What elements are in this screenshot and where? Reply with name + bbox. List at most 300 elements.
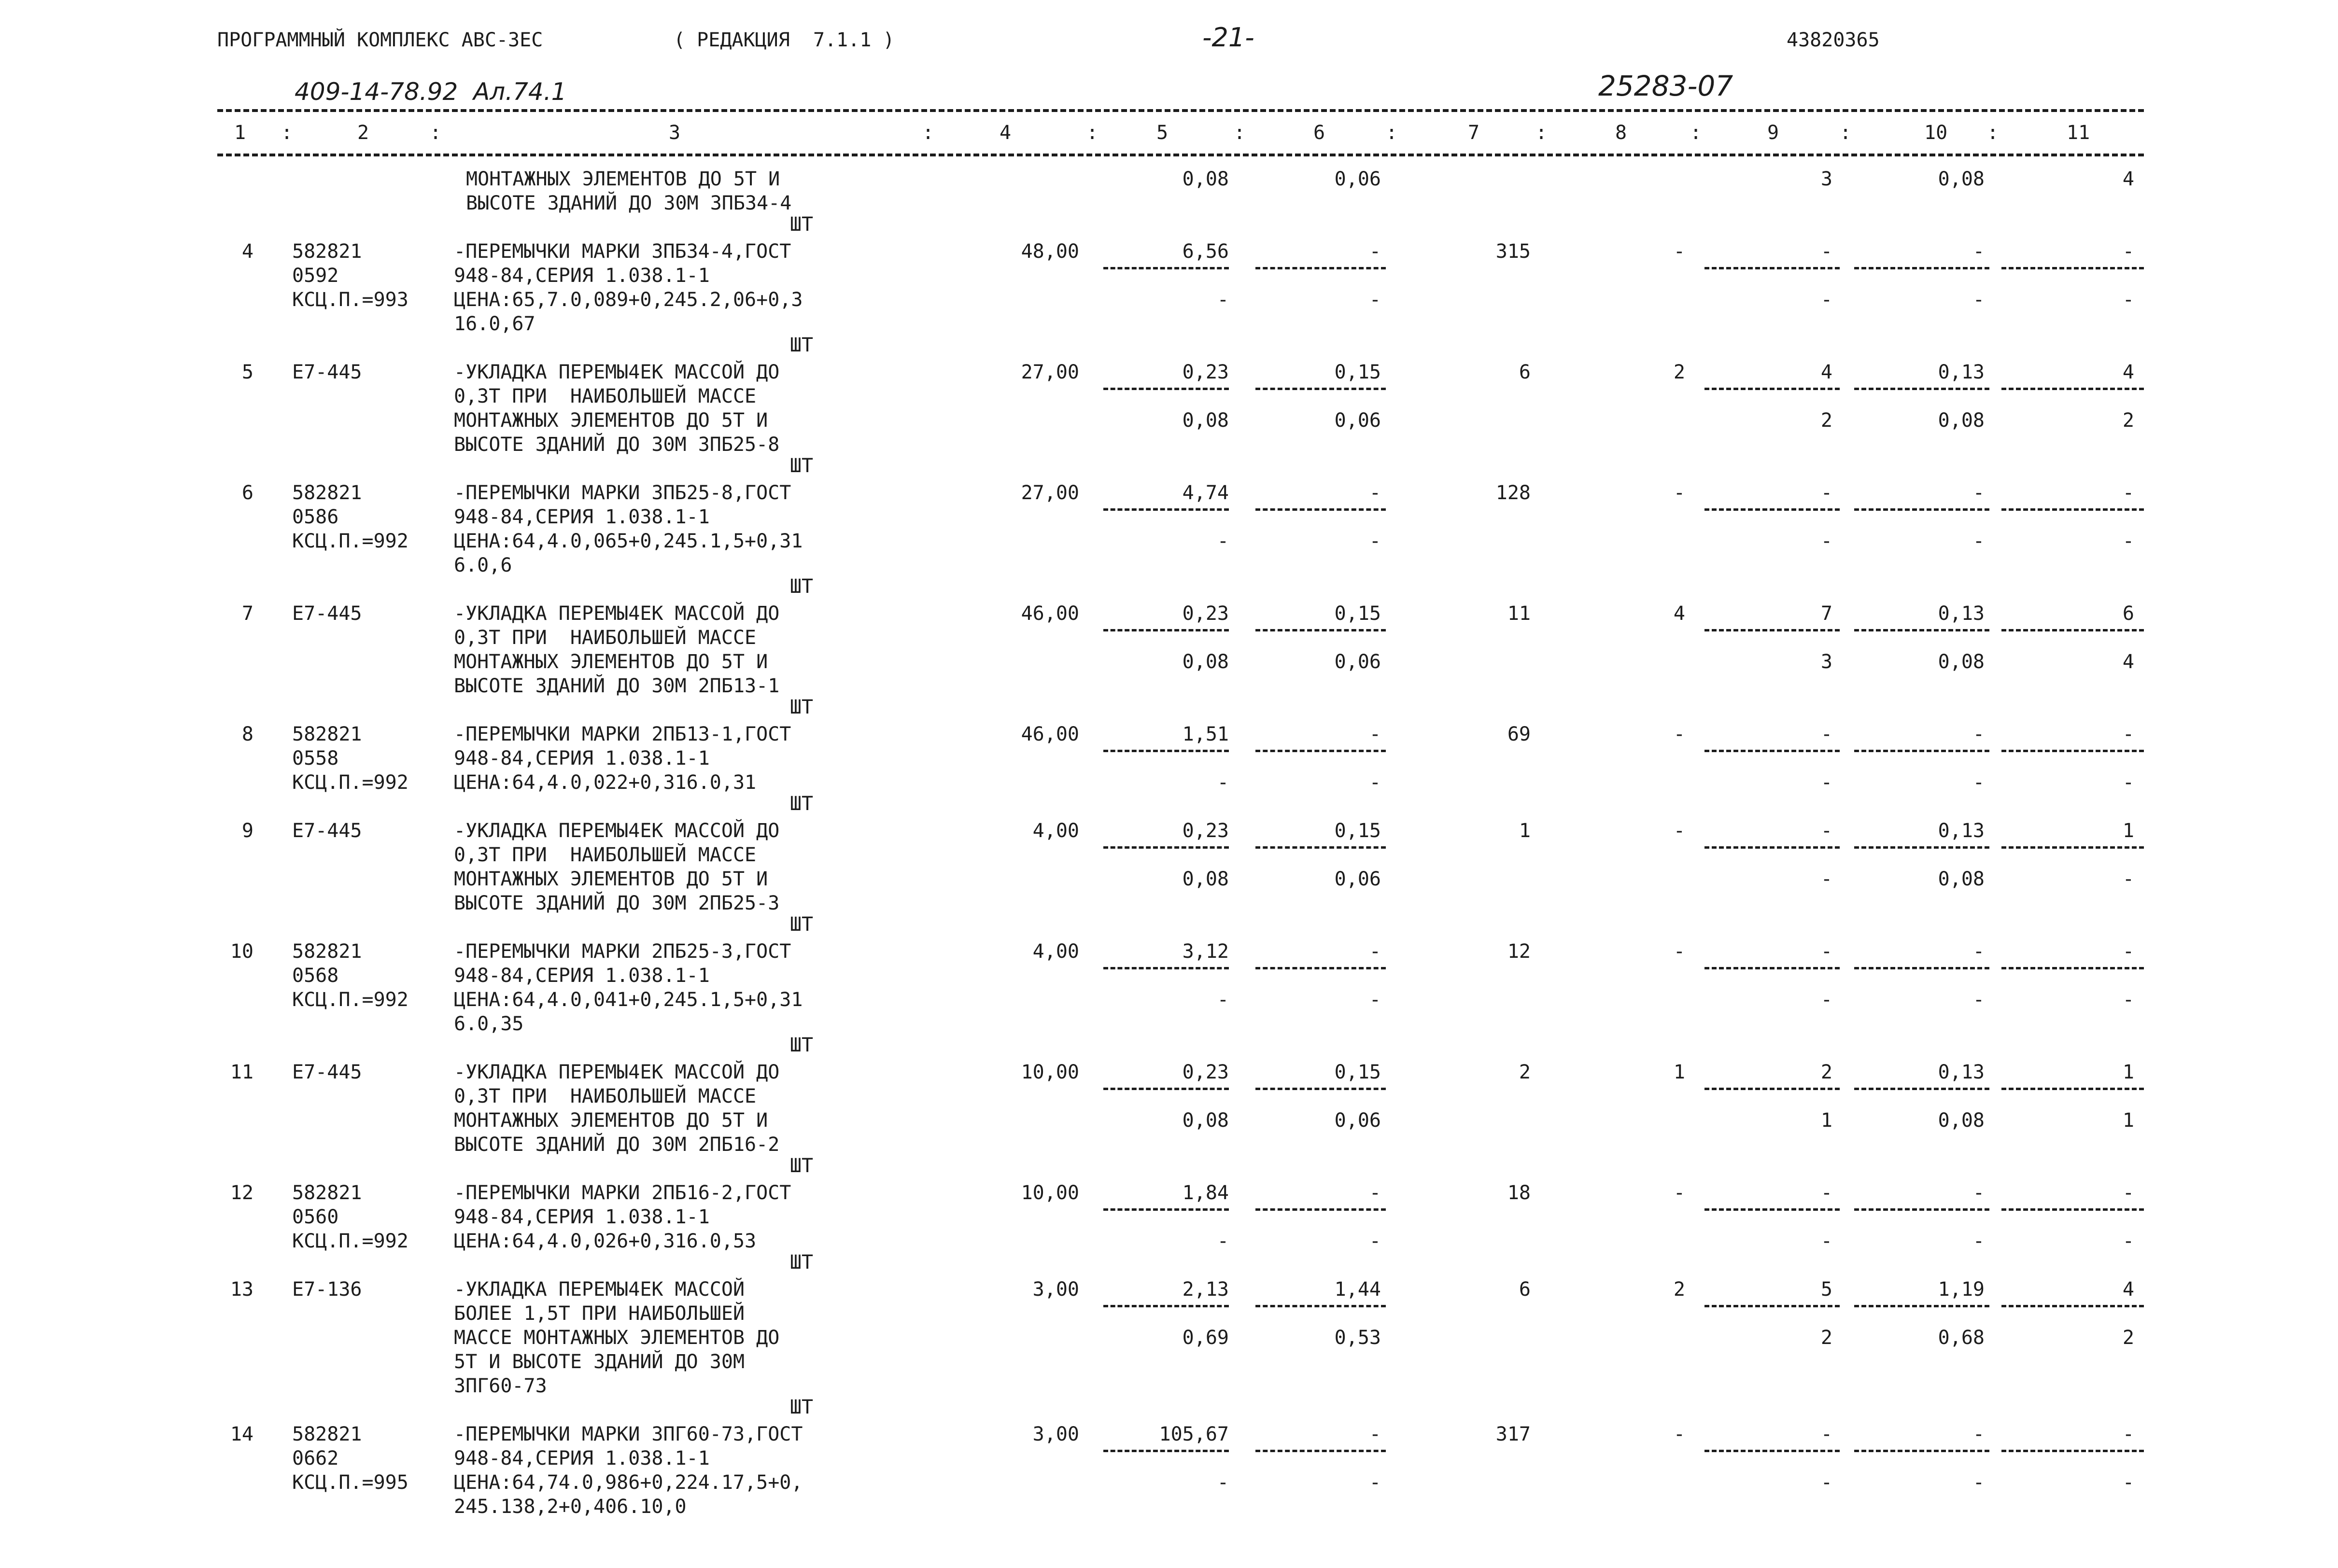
row-col7: 69 [1507, 723, 1531, 745]
row-c5-bottom: 0,69 [1182, 1327, 1229, 1349]
row-c10-bottom: 0,08 [1938, 868, 1985, 890]
fraction-rule [1704, 267, 1840, 269]
fraction-rule [1854, 1450, 1989, 1452]
row-desc-line: -ПЕРЕМЫЧКИ МАРКИ 2ПБ25-3,ГОСТ [454, 940, 791, 963]
row-c5-bottom: 0,08 [1182, 651, 1229, 673]
row-quantity: 10,00 [1021, 1061, 1079, 1083]
row-code-line: 0558 [292, 747, 339, 770]
header-rule-top [217, 109, 2144, 112]
fraction-rule [2001, 967, 2144, 969]
continuation-col11: 4 [2122, 168, 2134, 190]
row-desc-line: -УКЛАДКА ПЕРЕМЫ4ЕК МАССОЙ ДО [454, 1061, 780, 1083]
row-desc-line: 0,3Т ПРИ НАИБОЛЬШЕЙ МАССЕ [454, 844, 757, 866]
row-c5-top: 4,74 [1182, 482, 1229, 504]
row-code-line: 582821 [292, 1182, 362, 1204]
row-c11-bottom: 2 [2122, 1327, 2134, 1349]
row-c11-top: 6 [2122, 602, 2134, 625]
column-separator: : [1840, 122, 1852, 144]
row-c9-top: 4 [1820, 361, 1832, 383]
row-c5-top: 0,23 [1182, 361, 1229, 383]
program-name: ПРОГРАММНЫЙ КОМПЛЕКС АВС-3ЕС [217, 29, 543, 51]
row-c11-top: - [2122, 1182, 2134, 1204]
fraction-rule [1255, 388, 1386, 390]
row-c6-bottom: 0,06 [1334, 409, 1381, 432]
row-desc-line: 0,3Т ПРИ НАИБОЛЬШЕЙ МАССЕ [454, 627, 757, 649]
row-number: 13 [230, 1278, 254, 1301]
fraction-rule [1103, 1088, 1229, 1090]
column-separator: : [922, 122, 934, 144]
column-header-11: 11 [2067, 122, 2090, 144]
row-c11-top: - [2122, 940, 2134, 963]
row-col8: - [1673, 940, 1685, 963]
row-c10-top: - [1972, 1423, 1985, 1445]
row-c11-bottom: 4 [2122, 651, 2134, 673]
fraction-rule [2001, 388, 2144, 390]
row-col7: 12 [1507, 940, 1531, 963]
row-number: 14 [230, 1423, 254, 1445]
row-code-line: Е7-445 [292, 1061, 362, 1083]
row-c5-bottom: - [1217, 989, 1229, 1011]
row-c5-bottom: - [1217, 289, 1229, 311]
row-c11-top: 4 [2122, 361, 2134, 383]
page-number: -21- [1202, 22, 1254, 53]
row-code-line: КСЦ.П.=992 [292, 530, 408, 552]
continuation-col10: 0,08 [1938, 168, 1985, 190]
row-c9-bottom: - [1820, 771, 1832, 794]
unit-label: ШТ [789, 1155, 814, 1177]
column-header-3: 3 [669, 122, 681, 144]
fraction-rule [2001, 508, 2144, 511]
row-c5-top: 2,13 [1182, 1278, 1229, 1301]
row-desc-line: 5Т И ВЫСОТЕ ЗДАНИЙ ДО 30М [454, 1351, 745, 1373]
fraction-rule [1255, 508, 1386, 511]
unit-label: ШТ [789, 455, 814, 477]
row-col7: 6 [1519, 361, 1531, 383]
row-c6-top: - [1369, 1182, 1381, 1204]
row-c9-bottom: - [1820, 1230, 1832, 1252]
row-c11-bottom: - [2122, 530, 2134, 552]
row-code-line: 582821 [292, 482, 362, 504]
row-c9-top: - [1820, 240, 1832, 263]
row-c5-top: 0,23 [1182, 1061, 1229, 1083]
row-c10-bottom: 0,08 [1938, 651, 1985, 673]
row-col7: 18 [1507, 1182, 1531, 1204]
row-c5-top: 1,51 [1182, 723, 1229, 745]
row-c10-top: - [1972, 482, 1985, 504]
row-desc-line: 0,3Т ПРИ НАИБОЛЬШЕЙ МАССЕ [454, 1085, 757, 1107]
row-c11-bottom: 1 [2122, 1109, 2134, 1132]
row-c11-bottom: - [2122, 1230, 2134, 1252]
row-c6-bottom: - [1369, 1471, 1381, 1494]
row-col8: 2 [1673, 1278, 1685, 1301]
row-code-line: 0568 [292, 965, 339, 987]
fraction-rule [2001, 750, 2144, 752]
fraction-rule [1704, 846, 1840, 849]
row-col7: 315 [1495, 240, 1531, 263]
row-c10-bottom: - [1972, 289, 1985, 311]
row-desc-line: -УКЛАДКА ПЕРЕМЫ4ЕК МАССОЙ [454, 1278, 745, 1301]
row-code-line: 582821 [292, 240, 362, 263]
row-code-line: Е7-445 [292, 361, 362, 383]
fraction-rule [1103, 967, 1229, 969]
row-c9-bottom: - [1820, 289, 1832, 311]
row-c10-bottom: - [1972, 530, 1985, 552]
row-c11-bottom: - [2122, 289, 2134, 311]
row-c6-top: 1,44 [1334, 1278, 1381, 1301]
row-c11-top: 4 [2122, 1278, 2134, 1301]
edition-label: ( РЕДАКЦИЯ 7.1.1 ) [674, 29, 895, 51]
project-number: 409-14-78.92 Ал.74.1 [295, 78, 567, 106]
row-c5-top: 6,56 [1182, 240, 1229, 263]
row-desc-line: -ПЕРЕМЫЧКИ МАРКИ 3ПБ25-8,ГОСТ [454, 482, 791, 504]
row-code-line: Е7-445 [292, 820, 362, 842]
row-c6-top: 0,15 [1334, 602, 1381, 625]
row-c6-top: - [1369, 240, 1381, 263]
row-c6-bottom: - [1369, 289, 1381, 311]
row-c9-bottom: - [1820, 868, 1832, 890]
row-c10-bottom: - [1972, 989, 1985, 1011]
row-c11-top: - [2122, 482, 2134, 504]
row-number: 5 [241, 361, 254, 383]
column-separator: : [1086, 122, 1099, 144]
row-c10-bottom: 0,08 [1938, 409, 1985, 432]
row-c5-bottom: - [1217, 771, 1229, 794]
fraction-rule [1103, 629, 1229, 631]
column-separator: : [1690, 122, 1702, 144]
row-c6-top: 0,15 [1334, 1061, 1381, 1083]
row-c5-bottom: 0,08 [1182, 1109, 1229, 1132]
row-desc-line: МОНТАЖНЫХ ЭЛЕМЕНТОВ ДО 5Т И [454, 868, 768, 890]
fraction-rule [1854, 629, 1989, 631]
row-quantity: 46,00 [1021, 723, 1079, 745]
fraction-rule [2001, 1305, 2144, 1307]
fraction-rule [1704, 1088, 1840, 1090]
row-desc-line: МАССЕ МОНТАЖНЫХ ЭЛЕМЕНТОВ ДО [454, 1327, 780, 1349]
row-c6-bottom: - [1369, 989, 1381, 1011]
row-col7: 1 [1519, 820, 1531, 842]
row-c6-bottom: - [1369, 1230, 1381, 1252]
row-code-line: КСЦ.П.=992 [292, 771, 408, 794]
row-c5-top: 1,84 [1182, 1182, 1229, 1204]
row-desc-line: ЦЕНА:64,74.0,986+0,224.17,5+0, [454, 1471, 803, 1494]
row-desc-line: ВЫСОТЕ ЗДАНИЙ ДО 30М 2ПБ13-1 [454, 675, 780, 697]
row-col8: - [1673, 240, 1685, 263]
fraction-rule [1255, 629, 1386, 631]
row-c11-bottom: - [2122, 989, 2134, 1011]
row-code-line: 582821 [292, 1423, 362, 1445]
row-desc-line: ЦЕНА:64,4.0,022+0,316.0,31 [454, 771, 757, 794]
row-c11-bottom: - [2122, 1471, 2134, 1494]
row-c6-top: 0,15 [1334, 361, 1381, 383]
row-c5-bottom: - [1217, 1230, 1229, 1252]
row-desc-line: 16.0,67 [454, 313, 535, 335]
row-quantity: 3,00 [1032, 1278, 1079, 1301]
row-c9-bottom: 2 [1820, 409, 1832, 432]
row-c5-top: 0,23 [1182, 820, 1229, 842]
row-number: 12 [230, 1182, 254, 1204]
row-c10-bottom: - [1972, 1230, 1985, 1252]
fraction-rule [1854, 508, 1989, 511]
fraction-rule [1854, 1208, 1989, 1211]
row-c5-bottom: 0,08 [1182, 409, 1229, 432]
row-code-line: КСЦ.П.=992 [292, 989, 408, 1011]
row-desc-line: МОНТАЖНЫХ ЭЛЕМЕНТОВ ДО 5Т И [454, 409, 768, 432]
fraction-rule [1704, 1208, 1840, 1211]
row-c9-bottom: 1 [1820, 1109, 1832, 1132]
estimate-number: 25283-07 [1598, 70, 1733, 102]
continuation-col9: 3 [1820, 168, 1832, 190]
row-c11-top: 1 [2122, 820, 2134, 842]
row-c10-top: 0,13 [1938, 602, 1985, 625]
row-c6-bottom: 0,53 [1334, 1327, 1381, 1349]
fraction-rule [1854, 1305, 1989, 1307]
fraction-rule [2001, 629, 2144, 631]
row-code-line: КСЦ.П.=993 [292, 289, 408, 311]
row-c5-bottom: - [1217, 1471, 1229, 1494]
row-c10-top: 0,13 [1938, 820, 1985, 842]
column-header-8: 8 [1615, 122, 1627, 144]
row-col7: 317 [1495, 1423, 1531, 1445]
fraction-rule [1704, 1305, 1840, 1307]
row-c10-bottom: - [1972, 1471, 1985, 1494]
row-desc-line: -ПЕРЕМЫЧКИ МАРКИ 3ПБ34-4,ГОСТ [454, 240, 791, 263]
column-separator: : [1987, 122, 1999, 144]
row-c10-top: - [1972, 240, 1985, 263]
row-col8: - [1673, 820, 1685, 842]
row-desc-line: 948-84,СЕРИЯ 1.038.1-1 [454, 965, 710, 987]
row-c9-bottom: - [1820, 989, 1832, 1011]
row-c9-top: - [1820, 723, 1832, 745]
fraction-rule [2001, 1450, 2144, 1452]
fraction-rule [1103, 1208, 1229, 1211]
fraction-rule [1255, 1208, 1386, 1211]
continuation-desc-line: ВЫСОТЕ ЗДАНИЙ ДО 30М 3ПБ34-4 [466, 192, 792, 214]
row-desc-line: 948-84,СЕРИЯ 1.038.1-1 [454, 1447, 710, 1470]
row-desc-line: -УКЛАДКА ПЕРЕМЫ4ЕК МАССОЙ ДО [454, 820, 780, 842]
row-c11-top: 1 [2122, 1061, 2134, 1083]
row-code-line: 0586 [292, 506, 339, 528]
row-col8: - [1673, 482, 1685, 504]
row-c6-top: - [1369, 482, 1381, 504]
continuation-col6: 0,06 [1334, 168, 1381, 190]
row-code-line: Е7-136 [292, 1278, 362, 1301]
row-desc-line: -ПЕРЕМЫЧКИ МАРКИ 2ПБ16-2,ГОСТ [454, 1182, 791, 1204]
row-c9-bottom: 3 [1820, 651, 1832, 673]
row-c5-top: 0,23 [1182, 602, 1229, 625]
row-col8: - [1673, 1423, 1685, 1445]
row-c5-top: 3,12 [1182, 940, 1229, 963]
fraction-rule [1103, 1305, 1229, 1307]
row-desc-line: МОНТАЖНЫХ ЭЛЕМЕНТОВ ДО 5Т И [454, 651, 768, 673]
fraction-rule [1854, 967, 1989, 969]
row-c9-top: - [1820, 1423, 1832, 1445]
row-col8: - [1673, 723, 1685, 745]
row-quantity: 4,00 [1032, 820, 1079, 842]
row-c6-bottom: - [1369, 530, 1381, 552]
fraction-rule [2001, 1088, 2144, 1090]
column-separator: : [430, 122, 442, 144]
continuation-col5: 0,08 [1182, 168, 1229, 190]
column-header-4: 4 [1000, 122, 1012, 144]
row-c11-bottom: - [2122, 868, 2134, 890]
row-col7: 11 [1507, 602, 1531, 625]
row-desc-line: ВЫСОТЕ ЗДАНИЙ ДО 30М 2ПБ25-3 [454, 892, 780, 914]
fraction-rule [1103, 1450, 1229, 1452]
row-desc-line: ЦЕНА:64,4.0,026+0,316.0,53 [454, 1230, 757, 1252]
column-header-7: 7 [1468, 122, 1480, 144]
fraction-rule [1704, 750, 1840, 752]
fraction-rule [1255, 967, 1386, 969]
fraction-rule [1103, 508, 1229, 511]
unit-label: ШТ [789, 1251, 814, 1274]
row-number: 4 [241, 240, 254, 263]
row-c6-top: - [1369, 723, 1381, 745]
row-c5-bottom: 0,08 [1182, 868, 1229, 890]
row-col8: 4 [1673, 602, 1685, 625]
row-quantity: 48,00 [1021, 240, 1079, 263]
unit-label: ШТ [789, 1396, 814, 1418]
row-c9-top: - [1820, 1182, 1832, 1204]
row-desc-line: ВЫСОТЕ ЗДАНИЙ ДО 30М 3ПБ25-8 [454, 434, 780, 456]
row-c5-top: 105,67 [1159, 1423, 1229, 1445]
fraction-rule [1854, 388, 1989, 390]
row-col7: 128 [1495, 482, 1531, 504]
row-c10-top: - [1972, 940, 1985, 963]
unit-label: ШТ [789, 793, 814, 815]
fraction-rule [1255, 1088, 1386, 1090]
row-code-line: КСЦ.П.=992 [292, 1230, 408, 1252]
row-c10-bottom: 0,08 [1938, 1109, 1985, 1132]
unit-label: ШТ [789, 213, 814, 236]
column-header-2: 2 [357, 122, 369, 144]
row-c10-top: 1,19 [1938, 1278, 1985, 1301]
row-col7: 6 [1519, 1278, 1531, 1301]
row-c9-top: - [1820, 482, 1832, 504]
fraction-rule [1704, 967, 1840, 969]
row-desc-line: -ПЕРЕМЫЧКИ МАРКИ 2ПБ13-1,ГОСТ [454, 723, 791, 745]
row-c11-bottom: - [2122, 771, 2134, 794]
row-c11-top: - [2122, 1423, 2134, 1445]
row-c11-bottom: 2 [2122, 409, 2134, 432]
row-col8: 2 [1673, 361, 1685, 383]
row-desc-line: ЦЕНА:64,4.0,041+0,245.1,5+0,31 [454, 989, 803, 1011]
unit-label: ШТ [789, 913, 814, 936]
fraction-rule [1103, 267, 1229, 269]
row-c9-top: 5 [1820, 1278, 1832, 1301]
row-desc-line: ВЫСОТЕ ЗДАНИЙ ДО 30М 2ПБ16-2 [454, 1134, 780, 1156]
row-desc-line: -УКЛАДКА ПЕРЕМЫ4ЕК МАССОЙ ДО [454, 361, 780, 383]
row-c10-top: 0,13 [1938, 1061, 1985, 1083]
row-c9-top: - [1820, 940, 1832, 963]
fraction-rule [1103, 750, 1229, 752]
column-separator: : [1535, 122, 1548, 144]
row-c9-top: - [1820, 820, 1832, 842]
row-code-line: Е7-445 [292, 602, 362, 625]
document-code: 43820365 [1787, 29, 1880, 51]
unit-label: ШТ [789, 334, 814, 356]
row-c6-bottom: 0,06 [1334, 651, 1381, 673]
row-desc-line: 6.0,35 [454, 1013, 524, 1035]
column-header-10: 10 [1924, 122, 1948, 144]
row-desc-line: 948-84,СЕРИЯ 1.038.1-1 [454, 747, 710, 770]
fraction-rule [1704, 629, 1840, 631]
row-desc-line: 948-84,СЕРИЯ 1.038.1-1 [454, 1206, 710, 1228]
row-desc-line: ЦЕНА:65,7.0,089+0,245.2,06+0,3 [454, 289, 803, 311]
row-desc-line: 948-84,СЕРИЯ 1.038.1-1 [454, 506, 710, 528]
row-code-line: 582821 [292, 940, 362, 963]
row-number: 10 [230, 940, 254, 963]
row-desc-line: ЦЕНА:64,4.0,065+0,245.1,5+0,31 [454, 530, 803, 552]
row-desc-line: 3ПГ60-73 [454, 1375, 547, 1397]
row-desc-line: -УКЛАДКА ПЕРЕМЫ4ЕК МАССОЙ ДО [454, 602, 780, 625]
row-c11-top: - [2122, 723, 2134, 745]
row-quantity: 10,00 [1021, 1182, 1079, 1204]
row-desc-line: -ПЕРЕМЫЧКИ МАРКИ 3ПГ60-73,ГОСТ [454, 1423, 803, 1445]
column-separator: : [1234, 122, 1246, 144]
row-desc-line: 0,3Т ПРИ НАИБОЛЬШЕЙ МАССЕ [454, 385, 757, 407]
row-col8: - [1673, 1182, 1685, 1204]
row-c9-bottom: - [1820, 1471, 1832, 1494]
fraction-rule [1704, 508, 1840, 511]
row-col8: 1 [1673, 1061, 1685, 1083]
fraction-rule [1704, 1450, 1840, 1452]
row-desc-line: 245.138,2+0,406.10,0 [454, 1496, 687, 1518]
row-desc-line: БОЛЕЕ 1,5Т ПРИ НАИБОЛЬШЕЙ [454, 1302, 745, 1325]
row-quantity: 3,00 [1032, 1423, 1079, 1445]
column-header-5: 5 [1156, 122, 1169, 144]
row-number: 6 [241, 482, 254, 504]
column-separator: : [281, 122, 293, 144]
row-c10-top: 0,13 [1938, 361, 1985, 383]
unit-label: ШТ [789, 575, 814, 598]
fraction-rule [2001, 1208, 2144, 1211]
row-code-line: 0560 [292, 1206, 339, 1228]
row-code-line: 0662 [292, 1447, 339, 1470]
row-c6-bottom: 0,06 [1334, 1109, 1381, 1132]
row-c6-top: - [1369, 940, 1381, 963]
column-header-6: 6 [1313, 122, 1325, 144]
fraction-rule [2001, 846, 2144, 849]
unit-label: ШТ [789, 1034, 814, 1056]
fraction-rule [1854, 750, 1989, 752]
row-desc-line: 6.0,6 [454, 554, 512, 576]
fraction-rule [1103, 388, 1229, 390]
row-desc-line: МОНТАЖНЫХ ЭЛЕМЕНТОВ ДО 5Т И [454, 1109, 768, 1132]
row-number: 7 [241, 602, 254, 625]
fraction-rule [2001, 267, 2144, 269]
row-c6-bottom: 0,06 [1334, 868, 1381, 890]
row-code-line: КСЦ.П.=995 [292, 1471, 408, 1494]
row-quantity: 46,00 [1021, 602, 1079, 625]
row-code-line: 0592 [292, 265, 339, 287]
row-c9-top: 7 [1820, 602, 1832, 625]
row-c11-top: - [2122, 240, 2134, 263]
row-c6-top: 0,15 [1334, 820, 1381, 842]
row-c9-bottom: - [1820, 530, 1832, 552]
row-code-line: 582821 [292, 723, 362, 745]
row-c10-top: - [1972, 723, 1985, 745]
row-number: 9 [241, 820, 254, 842]
row-c10-top: - [1972, 1182, 1985, 1204]
row-desc-line: 948-84,СЕРИЯ 1.038.1-1 [454, 265, 710, 287]
fraction-rule [1854, 267, 1989, 269]
header-rule-bottom [217, 154, 2144, 156]
continuation-desc-line: МОНТАЖНЫХ ЭЛЕМЕНТОВ ДО 5Т И [466, 168, 780, 190]
row-quantity: 27,00 [1021, 361, 1079, 383]
fraction-rule [1103, 846, 1229, 849]
row-quantity: 4,00 [1032, 940, 1079, 963]
fraction-rule [1255, 1305, 1386, 1307]
